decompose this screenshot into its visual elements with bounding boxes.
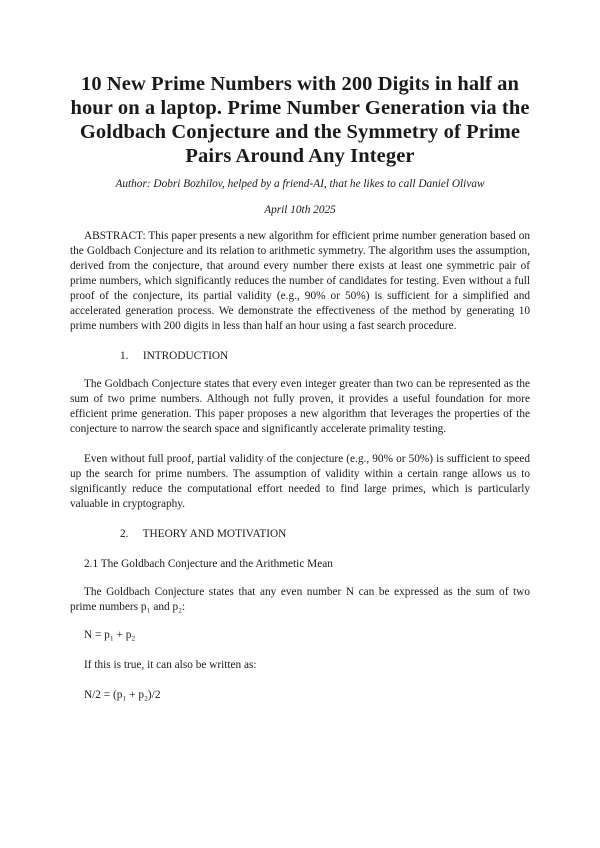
- publication-date: April 10th 2025: [264, 204, 336, 216]
- theory-paragraph-1: The Goldbach Conjecture states that any even number N can be expressed as the sum of two prime numbers p₁ and p₂:: [70, 586, 530, 613]
- section-2-number: 2.: [120, 528, 129, 540]
- abstract: ABSTRACT: This paper presents a new algorithm for efficient prime number generation based on the Goldbach Conjecture and its relation to arithmetic symmetry. The algorithm uses the assumption, derived from the conjecture, that around every number there exists at least one symmetric pair of prime numbers, which significantly reduces the number of candidates for testing. Even without a full proof of the conjecture, its partial validity (e.g., 90% or 50%) is sufficient for a simplified and accelerated generation process. We demonstrate the effectiveness of the method by generating 10 prime numbers with 200 digits in less than half an hour using a fast search procedure.: [70, 230, 530, 332]
- theory-paragraph-2: If this is true, it can also be written as:: [84, 659, 257, 671]
- equation-1: N = p₁ + p₂: [84, 629, 136, 641]
- subsection-2-1-heading: 2.1 The Goldbach Conjecture and the Arithmetic Mean: [84, 558, 333, 570]
- paper-page: [0, 72, 600, 848]
- section-2-title: THEORY AND MOTIVATION: [142, 528, 287, 540]
- section-1-heading: [70, 349, 530, 364]
- intro-paragraph-1: The Goldbach Conjecture states that every even integer greater than two can be represented as the sum of two prime numbers. Although not fully proven, it provides a useful foundation for more efficient prime generation. This paper proposes a new algorithm that leverages the properties of the conjecture to narrow the search space and significantly accelerate primality testing.: [70, 378, 530, 435]
- section-1-number: 1.: [120, 350, 129, 362]
- equation-2: N/2 = (p₁ + p₂)/2: [84, 689, 161, 701]
- intro-paragraph-2: Even without full proof, partial validity of the conjecture (e.g., 90% or 50%) is sufficient to speed up the search for prime numbers. The assumption of validity within a certain range allows us to significantly reduce the computational effort needed to find large primes, which is particularly valuable in cryptography.: [70, 453, 530, 510]
- section-2-heading: [70, 527, 530, 542]
- section-1-title: INTRODUCTION: [142, 350, 229, 362]
- author-line: Author: Dobri Bozhilov, helped by a friend-AI, that he likes to call Daniel Olivaw: [115, 178, 485, 190]
- paper-title: 10 New Prime Numbers with 200 Digits in half an hour on a laptop. Prime Number Generation via the Goldbach Conjecture and the Symmetry of Prime Pairs Around Any Integer: [70, 73, 530, 167]
